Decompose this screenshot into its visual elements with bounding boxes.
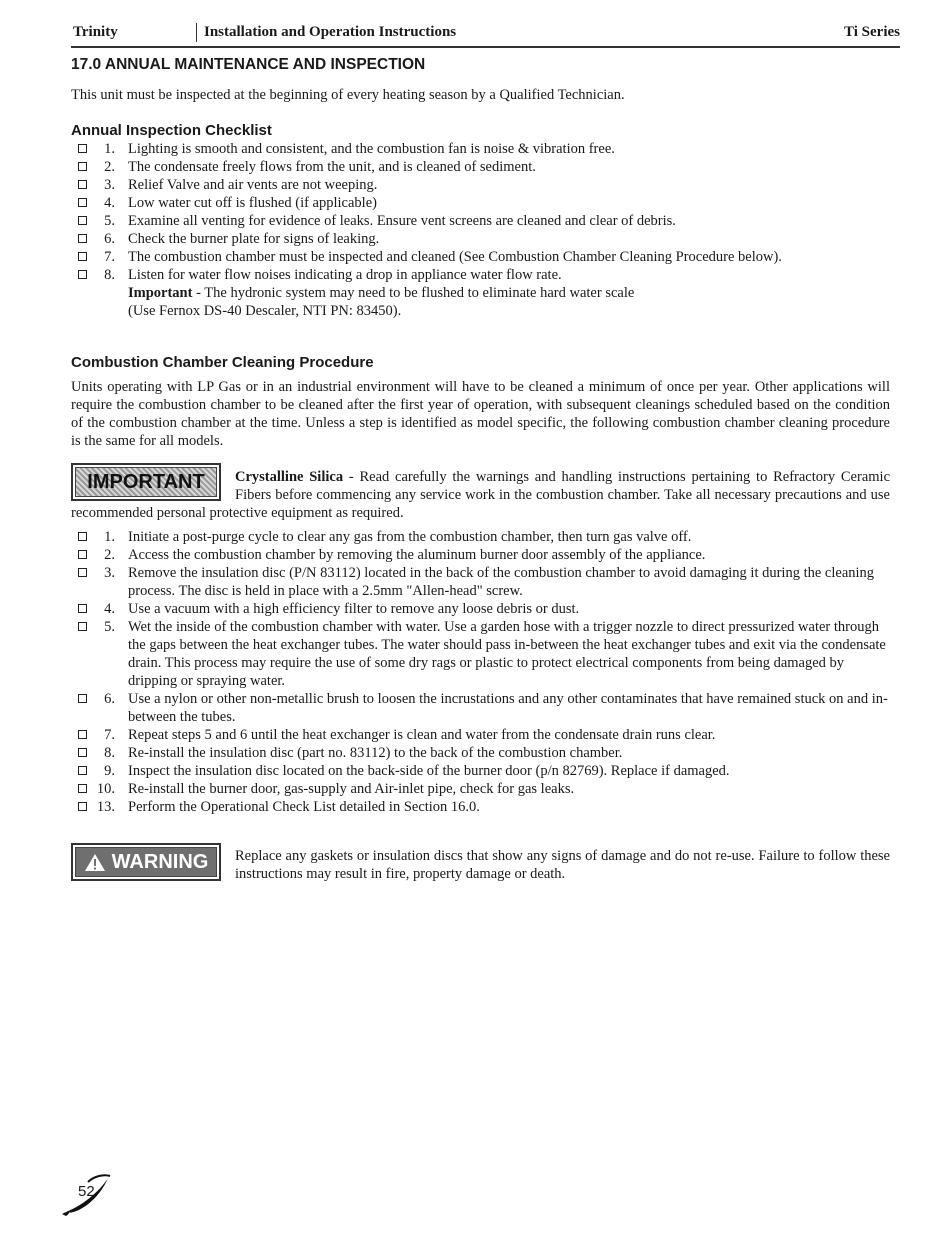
checkbox[interactable] [78,604,87,613]
important-badge-label: IMPORTANT [75,467,217,497]
note-line2: (Use Fernox DS-40 Descaler, NTI PN: 83450). [128,303,402,319]
header-series: Ti Series [844,24,900,40]
item-number: 7. [104,727,115,743]
item-text: Check the burner plate for signs of leaking. [128,231,380,247]
item-number: 7. [104,249,115,265]
header-brand: Trinity [73,24,118,40]
item-number: 3. [104,177,115,193]
item-text: Use a nylon or other non-metallic brush to loosen the incrustations and any other contaminates that have remained stuck on and in-between the tubes. [128,691,888,725]
checklist-note [71,284,891,320]
checkbox[interactable] [78,622,87,631]
checkbox[interactable] [78,532,87,541]
item-text: Low water cut off is flushed (if applicable) [128,195,377,211]
item-number: 1. [104,141,115,157]
header-divider [196,23,197,42]
item-number: 3. [104,565,115,581]
checklist-item [71,212,891,230]
checkbox[interactable] [78,270,87,279]
item-text: Perform the Operational Check List detailed in Section 16.0. [128,799,480,815]
item-text: Re-install the burner door, gas-supply and Air-inlet pipe, check for gas leaks. [128,781,575,797]
item-text: Repeat steps 5 and 6 until the heat exchanger is clean and water from the condensate drain runs clear. [128,727,716,743]
cleaning-steps [71,528,891,816]
item-number: 2. [104,159,115,175]
checkbox[interactable] [78,568,87,577]
cleaning-step [71,798,891,816]
item-number: 4. [104,195,115,211]
item-number: 13. [96,799,115,815]
item-text: Lighting is smooth and consistent, and the combustion fan is noise & vibration free. [128,141,615,157]
item-number: 2. [104,547,115,563]
checklist-item [71,158,891,176]
cleaning-paragraph: Units operating with LP Gas or in an industrial environment will have to be cleaned a minimum of once per year. Other applications will require the combustion chamber to be cleaned after the first year of operation, with subsequent cleanings scheduled based on the condition of the combustion chamber at the time. Unless a step is identified as model specific, the following combustion chamber cleaning procedure is the same for all models. [71,379,890,449]
checklist-item [71,248,891,266]
item-text: Examine all venting for evidence of leaks. Ensure vent screens are cleaned and clear of debris. [128,213,676,229]
cleaning-step [71,744,891,762]
item-text: Remove the insulation disc (P/N 83112) located in the back of the combustion chamber to avoid damaging it during the cleaning process. The disc is held in place with a 2.5mm "Allen-head" screw. [128,565,875,599]
checkbox[interactable] [78,730,87,739]
checklist-title: Annual Inspection Checklist [71,122,272,139]
checkbox[interactable] [78,162,87,171]
item-text: Use a vacuum with a high efficiency filter to remove any loose debris or dust. [128,601,580,617]
page-number: 52 [78,1183,95,1200]
checkbox[interactable] [78,180,87,189]
checkbox[interactable] [78,198,87,207]
checkbox[interactable] [78,694,87,703]
checklist-item [71,194,891,212]
cleaning-step [71,564,891,600]
important-text: - Read carefully the warnings and handling instructions pertaining to Refractory Ceramic Fibers before commencing any service work in the combustion chamber. Take all necessary precautions and use recommended personal protective equipment as required. [71,469,890,521]
checklist-item [71,176,891,194]
checklist-item [71,230,891,248]
checkbox[interactable] [78,216,87,225]
cleaning-step [71,600,891,618]
item-number: 5. [104,213,115,229]
checklist [71,140,891,284]
item-number: 6. [104,231,115,247]
item-text: The combustion chamber must be inspected and cleaned (See Combustion Chamber Cleaning Procedure below). [128,249,782,265]
warning-triangle-icon [84,853,106,872]
cleaning-step [71,762,891,780]
important-label: Crystalline Silica [235,469,344,485]
item-text: Wet the inside of the combustion chamber with water. Use a garden hose with a trigger nozzle to direct pressurized water through the gaps between the heat exchanger tubes. The water should pass in-between the heat exchanger tubes and exit via the condensate drain. This process may require the use of some dry rags or plastic to protect electrical components from being damaged by dripping or spraying water. [128,619,886,689]
cleaning-step [71,528,891,546]
note-text: - The hydronic system may need to be flushed to eliminate hard water scale [192,285,635,301]
checkbox[interactable] [78,802,87,811]
header-doc-title: Installation and Operation Instructions [204,24,457,40]
cleaning-step [71,690,891,726]
item-number: 6. [104,691,115,707]
item-number: 10. [96,781,115,797]
checkbox[interactable] [78,766,87,775]
checkbox[interactable] [78,784,87,793]
warning-badge-label: WARNING [111,850,209,873]
item-number: 8. [104,267,115,283]
warning-badge [71,843,221,881]
page-header [71,22,900,48]
item-number: 4. [104,601,115,617]
item-number: 1. [104,529,115,545]
cleaning-step [71,726,891,744]
intro-text: This unit must be inspected at the beginning of every heating season by a Qualified Technician. [71,87,625,103]
important-notice [71,468,890,522]
checkbox[interactable] [78,550,87,559]
cleaning-step [71,780,891,798]
item-number: 8. [104,745,115,761]
item-text: Relief Valve and air vents are not weeping. [128,177,378,193]
item-text: The condensate freely flows from the unit, and is cleaned of sediment. [128,159,536,175]
checkbox[interactable] [78,234,87,243]
cleaning-title: Combustion Chamber Cleaning Procedure [71,354,374,371]
checklist-item [71,266,891,284]
cleaning-step [71,618,891,690]
checkbox[interactable] [78,144,87,153]
item-text: Inspect the insulation disc located on the back-side of the burner door (p/n 82769). Replace if damaged. [128,763,730,779]
note-label: Important [128,285,193,301]
item-text: Initiate a post-purge cycle to clear any gas from the combustion chamber, then turn gas valve off. [128,529,692,545]
warning-text: Replace any gaskets or insulation discs that show any signs of damage and do not re-use. Failure to follow these instructions may result in fire, property damage or death. [235,848,890,882]
item-number: 9. [104,763,115,779]
checklist-item [71,140,891,158]
item-number: 5. [104,619,115,635]
checkbox[interactable] [78,252,87,261]
section-title: 17.0 ANNUAL MAINTENANCE AND INSPECTION [71,56,426,73]
item-text: Listen for water flow noises indicating a drop in appliance water flow rate. [128,267,562,283]
item-text: Access the combustion chamber by removing the aluminum burner door assembly of the appliance. [128,547,706,563]
cleaning-step [71,546,891,564]
item-text: Re-install the insulation disc (part no. 83112) to the back of the combustion chamber. [128,745,623,761]
checkbox[interactable] [78,748,87,757]
